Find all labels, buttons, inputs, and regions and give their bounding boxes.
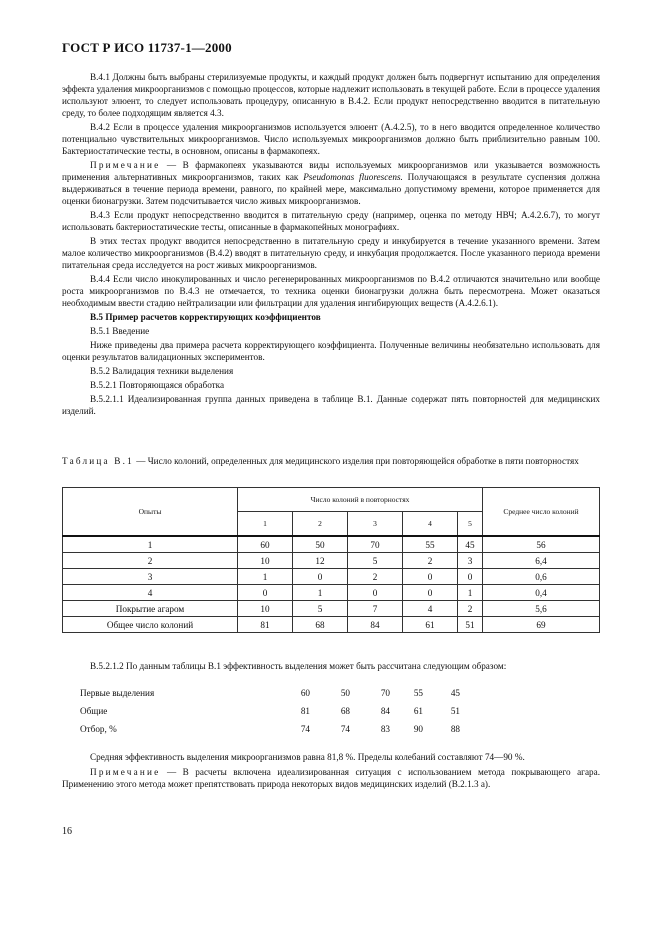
table-cell: 1	[293, 585, 348, 601]
table-cell: 0	[348, 585, 403, 601]
calc-value: 68	[340, 706, 350, 716]
calc-value: 88	[450, 724, 460, 734]
table-cell: 0	[293, 569, 348, 585]
note-pharmacopoeia	[62, 159, 600, 207]
table-caption	[62, 455, 600, 467]
table-cell: 1	[63, 536, 238, 553]
table-cell: 5,6	[483, 601, 600, 617]
document-header: ГОСТ Р ИСО 11737-1—2000	[62, 40, 232, 55]
note-label: Примечание	[90, 160, 161, 170]
table-cell: 81	[238, 617, 293, 633]
table-cell: 69	[483, 617, 600, 633]
table-row	[63, 617, 600, 633]
table-cell: 12	[293, 553, 348, 569]
header-rep: 4	[403, 512, 458, 537]
note-label: Примечание	[90, 767, 161, 777]
paragraph-tests: В этих тестах продукт вводится непосредственно в питательную среду и инкубируется в течение указанного времени. Затем малое количество микроорганизмов (В.4.2) вводят в питательную среду, и инкубация продолжается. После указанного периода времени питательная среда исследуется на рост живых микроорганизмов.	[62, 236, 600, 270]
note-italic-species: Pseudomonas fluorescens.	[303, 172, 403, 182]
table-cell: 60	[238, 536, 293, 553]
calc-value: 83	[380, 724, 390, 734]
calc-label: Отбор, %	[80, 724, 117, 734]
note-text-a: — В фармакопеях указываются виды используемых микроорганизмов или указывается возможность применения альтернативных микроорганизмов, таких как	[62, 160, 600, 182]
calc-label: Первые выделения	[80, 688, 155, 698]
table-cell: 5	[293, 601, 348, 617]
table-row	[63, 569, 600, 585]
table-cell: 55	[403, 536, 458, 553]
table-row	[63, 601, 600, 617]
calc-intro: В.5.2.1.2 По данным таблицы В.1 эффективность выделения может быть рассчитана следующим образом:	[90, 661, 507, 671]
table-caption-label: Таблица В.1	[62, 456, 134, 466]
calc-value: 81	[300, 706, 310, 716]
calc-value: 70	[380, 688, 390, 698]
table-row	[63, 585, 600, 601]
paragraph-b44: В.4.4 Если число инокулированных и число регенерированных микроорганизмов по В.4.2 отличаются значительно или вообще роста микроорганизмов по В.4.3 не отмечается, то техника оценки бионагрузки должна быть пересмотрена. Может оказаться необходимым ввести стадию нейтрализации или фильтрации для удаления ингибирующих веществ (А.4.2.6.1).	[62, 274, 600, 308]
table-cell: 2	[348, 569, 403, 585]
calc-value: 61	[413, 706, 423, 716]
header-rep: 3	[348, 512, 403, 537]
table-cell: 0,4	[483, 585, 600, 601]
paragraph-b42: В.4.2 Если в процессе удаления микроорганизмов используется элюент (А.4.2.5), то в него вводится определенное количество потенциально чувствительных микроорганизмов. Число используемых микроорганизмов должно быть приблизительно равным 100. Бактериостатические тесты, в основном, описаны в фармакопеях.	[62, 122, 600, 156]
table-cell: 51	[458, 617, 483, 633]
table-cell: 4	[403, 601, 458, 617]
table-cell: 3	[458, 553, 483, 569]
calc-label: Общие	[80, 706, 108, 716]
table-cell: 2	[403, 553, 458, 569]
table-cell: Покрытие агаром	[63, 601, 238, 617]
table-row	[63, 553, 600, 569]
header-reps-group: Число колоний в повторностях	[238, 488, 483, 512]
table-cell: 50	[293, 536, 348, 553]
table-cell: 10	[238, 601, 293, 617]
body-text	[62, 71, 600, 419]
table-cell: 61	[403, 617, 458, 633]
header-trials: Опыты	[63, 488, 238, 537]
table-cell: 2	[63, 553, 238, 569]
table-caption-text: — Число колоний, определенных для медицинского изделия при повторяющейся обработке в пяти повторностях	[133, 456, 579, 466]
calc-value: 90	[413, 724, 423, 734]
after-calc	[62, 751, 600, 793]
mean-efficiency-paragraph: Средняя эффективность выделения микроорганизмов равна 81,8 %. Пределы колебаний составляют 74—90 %.	[90, 752, 525, 762]
table-cell: 84	[348, 617, 403, 633]
table-cell: 1	[238, 569, 293, 585]
note-text-b: Получающаяся в результате суспензия должна выдерживаться в течение периода времени, равного, по крайней мере, максимально допустимому времени, которое применяется для оценки бионагрузки. Затем подсчитывается число живых микроорганизмов.	[62, 172, 600, 206]
table-cell: 56	[483, 536, 600, 553]
table-cell: 10	[238, 553, 293, 569]
calc-value: 45	[450, 688, 460, 698]
table-cell: 0	[403, 569, 458, 585]
calc-value: 74	[340, 724, 350, 734]
paragraph-b521: В.5.2.1 Повторяющаяся обработка	[90, 380, 225, 390]
header-rep: 1	[238, 512, 293, 537]
table-cell: 70	[348, 536, 403, 553]
table-cell: 0	[403, 585, 458, 601]
paragraph-b51: В.5.1 Введение	[90, 326, 150, 336]
table-cell: 2	[458, 601, 483, 617]
table-cell: Общее число колоний	[63, 617, 238, 633]
colonies-table	[62, 487, 600, 633]
table-cell: 7	[348, 601, 403, 617]
table-cell: 0,6	[483, 569, 600, 585]
table-cell: 6,4	[483, 553, 600, 569]
page-number: 16	[62, 826, 72, 837]
table-cell: 1	[458, 585, 483, 601]
paragraph-b41: В.4.1 Должны быть выбраны стерилизуемые продукты, и каждый продукт должен быть подвергнут испытанию для определения эффекта удаления микроорганизмов с помощью процессов, которые надлежит использовать в текущей работе. Если в процессе удаления используют элюент, то следует использовать процедуру, описанную в В.4.2. Если продукт непосредственно вводится в питательную среду, то более подходящим является 4.3.	[62, 72, 600, 118]
table-cell: 0	[458, 569, 483, 585]
calc-value: 51	[450, 706, 460, 716]
section-title-b5: В.5 Пример расчетов корректирующих коэффициентов	[90, 312, 321, 322]
calc-value: 60	[300, 688, 310, 698]
table-cell: 3	[63, 569, 238, 585]
calc-value: 74	[300, 724, 310, 734]
header-rep: 2	[293, 512, 348, 537]
paragraph-intro: Ниже приведены два примера расчета корректирующего коэффициента. Полученные величины необязательно использовать для оценки результатов валидационных экспериментов.	[62, 340, 600, 362]
table-cell: 45	[458, 536, 483, 553]
table-cell: 68	[293, 617, 348, 633]
table-cell: 4	[63, 585, 238, 601]
table-cell: 5	[348, 553, 403, 569]
calc-value: 55	[413, 688, 423, 698]
paragraph-b43: В.4.3 Если продукт непосредственно вводится в питательную среду (например, оценка по методу НВЧ; А.4.2.6.7), то могут использовать бактериостатические тесты, описанные в фармакопейных монографиях.	[62, 210, 600, 232]
header-rep: 5	[458, 512, 483, 537]
table-cell: 0	[238, 585, 293, 601]
table-row	[63, 536, 600, 553]
paragraph-b52: В.5.2 Валидация техники выделения	[90, 366, 234, 376]
calc-value: 50	[340, 688, 350, 698]
note-agar	[62, 766, 600, 790]
header-mean: Среднее число колоний	[483, 488, 600, 537]
note-text: — В расчеты включена идеализированная ситуация с использованием метода покрывающего агара. Применению этого метода может препятствовать природа некоторых видов медицинских изделий (В.2.1.3 а).	[62, 767, 600, 789]
calc-value: 84	[380, 706, 390, 716]
paragraph-b5211: В.5.2.1.1 Идеализированная группа данных приведена в таблице В.1. Данные содержат пять повторностей для медицинских изделий.	[62, 394, 600, 416]
